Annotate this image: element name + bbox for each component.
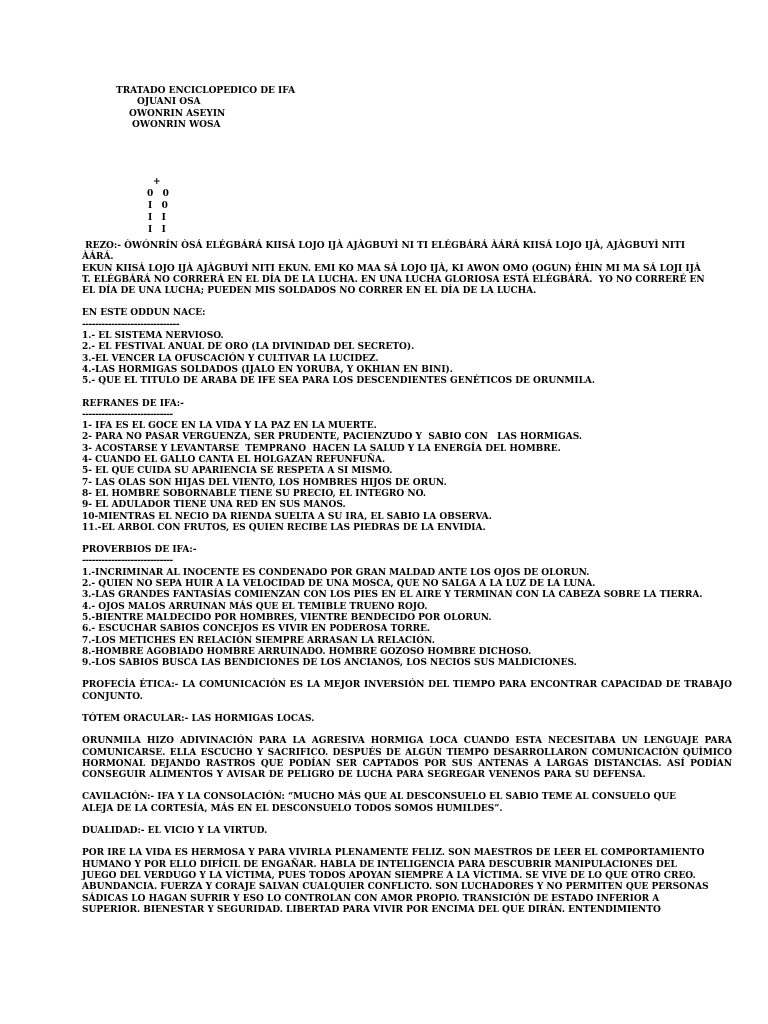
spacer bbox=[82, 837, 732, 848]
title-line: TRATADO ENCICLOPEDICO DE IFA bbox=[116, 86, 296, 96]
spacer bbox=[82, 388, 732, 399]
section-heading: REFRANES DE IFA:- bbox=[82, 398, 184, 409]
list-item: 4.-LAS HORMIGAS SOLDADOS (IJALO EN YORUBA, Y OKHIAN EN BINI). bbox=[82, 364, 453, 375]
separator-line: ---------------------------- bbox=[82, 556, 173, 567]
paragraph-line: JUEGO DEL VERDUGO Y LA VÍCTIMA, PUES TODOS APOYAN SIEMPRE A LA VÍCTIMA. SE VIVE DE LO QUE OTRO CREO. bbox=[82, 870, 696, 881]
list-item: 3.-LAS GRANDES FANTASÍAS COMIENZAN CON LOS PIES EN EL AIRE Y TERMINAN CON LA CABEZA SOBRE LA TIERRA. bbox=[82, 590, 703, 601]
spacer bbox=[82, 534, 732, 545]
odu-sign-row: I I bbox=[148, 213, 166, 223]
separator-line: ---------------------------- bbox=[82, 409, 173, 420]
title-line: OWONRIN ASEYIN bbox=[129, 108, 226, 119]
list-item: 2- PARA NO PASAR VERGUENZA, SER PRUDENTE, PACIENZUDO Y SABIO CON LAS HORMIGAS. bbox=[82, 432, 583, 443]
list-item: 4.- OJOS MALOS ARRUINAN MÁS QUE EL TEMIBLE TRUENO ROJO. bbox=[82, 601, 428, 612]
odu-sign-row: 0 0 bbox=[147, 189, 169, 199]
list-item: 10-MIENTRAS EL NECIO DA RIENDA SUELTA A SU IRA, EL SABIO LA OBSERVA. bbox=[82, 511, 492, 522]
rezo-section bbox=[82, 241, 732, 297]
cavilacion-paragraph bbox=[82, 792, 732, 815]
list-item: 3.-EL VENCER LA OFUSCACIÓN Y CULTIVAR LA LUCIDEZ. bbox=[82, 353, 379, 364]
separator-line: ------------------------------ bbox=[82, 319, 180, 330]
list-item: 7- LAS OLAS SON HIJAS DEL VIENTO, LOS HOMBRES HIJOS DE ORUN. bbox=[82, 477, 447, 488]
rezo-line: REZO:- ÒWÓNRÍN ÒSÁ ELÉGBÁRÁ KIISÁ LOJO IJÀ AJÀGBUYÌ NI TI ELÉGBÁRÁ ÀÁRÁ KIISÁ LOJO IJÀ, AJÀGBUYÌ NITI bbox=[82, 241, 686, 251]
list-item: 5.-BIENTRE MALDECIDO POR HOMBRES, VIENTRE BENDECIDO POR OLORUN. bbox=[82, 612, 492, 623]
paragraph-line: ALEJA DE LA CORTESÍA, MÁS EN EL DESCONSUELO TODOS SOMOS HUMILDES”. bbox=[82, 803, 503, 814]
list-item: 9.-LOS SABIOS BUSCA LAS BENDICIONES DE LOS ANCIANOS, LOS NECIOS SUS MALDICIONES. bbox=[82, 658, 577, 669]
paragraph-line: HUMANO Y POR ELLO DIFÍCIL DE ENGAÑAR. HABLA DE INTELIGENCIA PARA DESCUBRIR MANIPULACIONES DEL bbox=[82, 859, 677, 870]
ire-paragraph bbox=[82, 848, 732, 916]
totem-line: TÓTEM ORACULAR:- LAS HORMIGAS LOCAS. bbox=[82, 713, 315, 724]
list-item: 5- EL QUE CUIDA SU APARIENCIA SE RESPETA A SI MISMO. bbox=[82, 466, 393, 477]
refranes-section bbox=[82, 399, 732, 535]
orunmila-paragraph: ORUNMILA HIZO ADIVINACIÓN PARA LA AGRESIVA HORMIGA LOCA CUANDO ESTA NECESITABA UN LENGUAJE PARA COMUNICARSE. ELLA ESCUCHO Y SACRIFICO. DESPUÉS DE ALGÚN TIEMPO DESARROLLARON COMUNICACIÓN QUÍMICO HORMONAL DEJANDO RASTROS QUE PODÍAN SER CAPTADOS POR SUS ANTENAS A LARGAS DISTANCIAS. ASÍ PODÍAN CONSEGUIR ALIMENTOS Y AVISAR DE PELIGRO DE LUCHA PARA SEGREGAR VENENOS PARA SU DEFENSA. bbox=[82, 736, 732, 781]
list-item: 3- ACOSTARSE Y LEVANTARSE TEMPRANO HACEN LA SALUD Y LA ENERGÍA DEL HOMBRE. bbox=[82, 443, 561, 454]
list-item: 1.-INCRIMINAR AL INOCENTE ES CONDENADO POR GRAN MALDAD ANTE LOS OJOS DE OLORUN. bbox=[82, 567, 590, 578]
paragraph-line: ABUNDANCIA. FUERZA Y CORAJE SALVAN CUALQUIER CONFLICTO. SON LUCHADORES Y NO PERMITEN QUE PERSONAS bbox=[82, 882, 709, 893]
paragraph-line: POR IRE LA VIDA ES HERMOSA Y PARA VIVIRLA PLENAMENTE FELIZ. SON MAESTROS DE LEER EL COMPORTAMIENTO bbox=[82, 848, 705, 859]
paragraph-line: SÁDICAS LO HAGAN SUFRIR Y ESO LO CONTROLAN CON AMOR PROPIO. TRANSICIÓN DE ESTADO INFERIOR A bbox=[82, 893, 660, 904]
paragraph-line: SUPERIOR. BIENESTAR Y SEGURIDAD. LIBERTAD PARA VIVIR POR ENCIMA DEL QUE DIRÁN. ENTENDIMIENTO bbox=[82, 904, 661, 915]
document-body bbox=[82, 241, 732, 916]
spacer bbox=[82, 297, 732, 308]
list-item: 7.-LOS METICHES EN RELACIÓN SIEMPRE ARRASAN LA RELACIÓN. bbox=[82, 635, 435, 646]
profecia-paragraph: PROFECÍA ÉTICA:- LA COMUNICACIÓN ES LA MEJOR INVERSIÓN DEL TIEMPO PARA ENCONTRAR CAPACIDAD DE TRABAJO CONJUNTO. bbox=[82, 680, 732, 702]
rezo-line: T. ELÉGBÁRÁ NO CORRERÁ EN EL DÍA DE LA LUCHA. EN UNA LUCHA GLORIOSA ESTÁ ELÉGBÁRÁ. YO NO CORRERÉ EN bbox=[82, 274, 705, 285]
title-line: OJUANI OSA bbox=[137, 97, 201, 108]
spacer bbox=[82, 703, 732, 714]
section-heading: PROVERBIOS DE IFA:- bbox=[82, 545, 197, 556]
document-title bbox=[82, 86, 295, 131]
list-item: 4- CUANDO EL GALLO CANTA EL HOLGAZAN REFUNFUÑA. bbox=[82, 455, 386, 466]
list-item: 5.- QUE EL TITULO DE ARABA DE IFE SEA PARA LOS DESCENDIENTES GENÉTICOS DE ORUNMILA. bbox=[82, 376, 596, 387]
list-item: 9- EL ADULADOR TIENE UNA RED EN SUS MANOS. bbox=[82, 500, 346, 511]
paragraph-line: CAVILACIÓN:- IFA Y LA CONSOLACIÓN: “MUCHO MÁS QUE AL DESCONSUELO EL SABIO TEME AL CONSUELO QUE bbox=[82, 792, 677, 803]
nace-section bbox=[82, 308, 732, 387]
list-item: 11.-EL ARBOL CON FRUTOS, ES QUIEN RECIBE LAS PIEDRAS DE LA ENVIDIA. bbox=[82, 522, 486, 533]
odu-sign bbox=[142, 176, 169, 236]
odu-sign-row: + bbox=[153, 177, 161, 187]
proverbios-section bbox=[82, 545, 732, 669]
list-item: 8.-HOMBRE AGOBIADO HOMBRE ARRUINADO. HOMBRE GOZOSO HOMBRE DICHOSO. bbox=[82, 646, 532, 657]
rezo-line: ÀÁRÁ. bbox=[82, 252, 114, 263]
list-item: 8- EL HOMBRE SOBORNABLE TIENE SU PRECIO, EL INTEGRO NO. bbox=[82, 488, 427, 499]
dualidad-line: DUALIDAD:- EL VICIO Y LA VIRTUD. bbox=[82, 826, 268, 837]
section-heading: EN ESTE ODDUN NACE: bbox=[82, 308, 206, 319]
spacer bbox=[82, 815, 732, 826]
odu-sign-row: I 0 bbox=[148, 201, 168, 211]
list-item: 1.- EL SISTEMA NERVIOSO. bbox=[82, 331, 224, 342]
odu-sign-row: I I bbox=[148, 225, 166, 235]
spacer bbox=[82, 669, 732, 680]
rezo-line: EKUN KIISÁ LOJO IJÀ AJÀGBUYÌ NITI EKUN. EMI KO MAA SÁ LOJO IJÀ, KI AWON OMO (OGUN) ÈHIN MI MA SÁ LOJI IJÀ bbox=[82, 263, 701, 274]
rezo-line: EL DÍA DE UNA LUCHA; PUEDEN MIS SOLDADOS NO CORRER EN EL DÍA DE LA LUCHA. bbox=[82, 286, 537, 297]
list-item: 1- IFA ES EL GOCE EN LA VIDA Y LA PAZ EN LA MUERTE. bbox=[82, 421, 377, 432]
list-item: 2.- QUIEN NO SEPA HUIR A LA VELOCIDAD DE UNA MOSCA, QUE NO SALGA A LA LUZ DE LA LUNA. bbox=[82, 579, 596, 590]
spacer bbox=[82, 725, 732, 736]
spacer bbox=[82, 781, 732, 792]
title-line: OWONRIN WOSA bbox=[132, 119, 221, 130]
list-item: 6.- ESCUCHAR SABIOS CONCEJOS ES VIVIR EN PODEROSA TORRE. bbox=[82, 624, 431, 635]
list-item: 2.- EL FESTIVAL ANUAL DE ORO (LA DIVINIDAD DEL SECRETO). bbox=[82, 342, 415, 353]
